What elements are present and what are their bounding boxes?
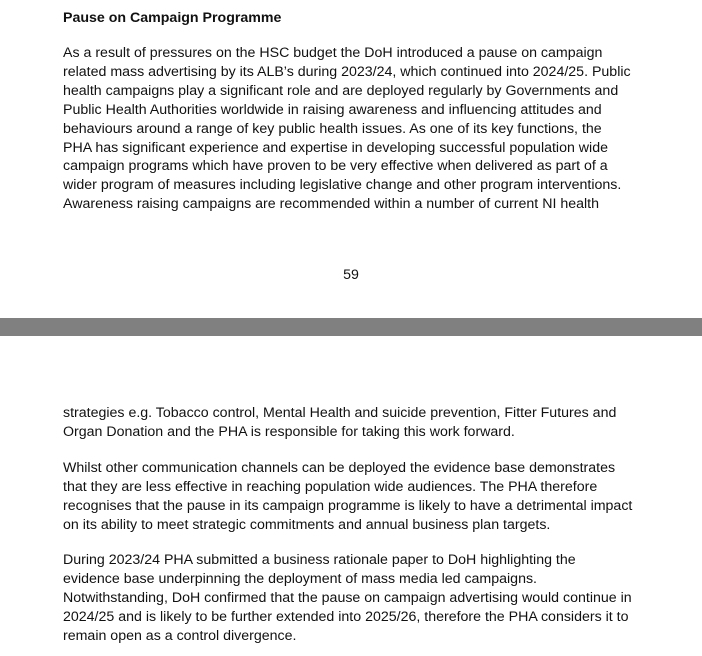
paragraph-line: Organ Donation and the PHA is responsible for taking this work forward. — [63, 423, 515, 440]
paragraph-line: 2024/25 and is likely to be further extended into 2025/26, therefore the PHA considers it to — [63, 608, 629, 625]
paragraph-line: campaign programs which have proven to be very effective when delivered as part of a — [63, 158, 608, 175]
paragraph-line: remain open as a control divergence. — [63, 627, 297, 644]
page-number: 59 — [343, 267, 359, 283]
section-heading: Pause on Campaign Programme — [63, 10, 282, 26]
paragraph-line: related mass advertising by its ALB’s during 2023/24, which continued into 2024/25. Public — [63, 63, 631, 80]
document-page-60 — [0, 336, 702, 656]
paragraph-campaign-pause — [63, 44, 653, 214]
paragraph-line: Awareness raising campaigns are recommended within a number of current NI health — [63, 196, 599, 213]
paragraph-communication-channels — [63, 459, 653, 535]
paragraph-strategies — [63, 404, 653, 442]
paragraph-business-rationale — [63, 551, 653, 646]
paragraph-line: evidence base underpinning the deployment of mass media led campaigns. — [63, 570, 537, 587]
paragraph-line: Notwithstanding, DoH confirmed that the pause on campaign advertising would continue in — [63, 589, 632, 606]
paragraph-line: on its ability to meet strategic commitments and annual business plan targets. — [63, 516, 551, 533]
paragraph-line: PHA has significant experience and expertise in developing successful population wide — [63, 139, 608, 156]
paragraph-line: that they are less effective in reaching population wide audiences. The PHA therefore — [63, 478, 598, 495]
paragraph-line: During 2023/24 PHA submitted a business rationale paper to DoH highlighting the — [63, 552, 576, 568]
paragraph-line: recognises that the pause in its campaign programme is likely to have a detrimental impact — [63, 497, 633, 514]
paragraph-line: Whilst other communication channels can be deployed the evidence base demonstrates — [63, 460, 616, 476]
document-page-59 — [0, 0, 702, 318]
paragraph-line: health campaigns play a significant role and are deployed regularly by Governments and — [63, 82, 619, 99]
paragraph-line: behaviours around a range of key public health issues. As one of its key functions, the — [63, 120, 602, 137]
paragraph-line: Public Health Authorities worldwide in raising awareness and influencing attitudes and — [63, 101, 602, 118]
paragraph-line: wider program of measures including legislative change and other program interventions. — [63, 177, 622, 194]
paragraph-line: strategies e.g. Tobacco control, Mental Health and suicide prevention, Fitter Futures and — [63, 405, 617, 421]
page-separator — [0, 318, 702, 336]
paragraph-line: As a result of pressures on the HSC budget the DoH introduced a pause on campaign — [63, 45, 603, 61]
